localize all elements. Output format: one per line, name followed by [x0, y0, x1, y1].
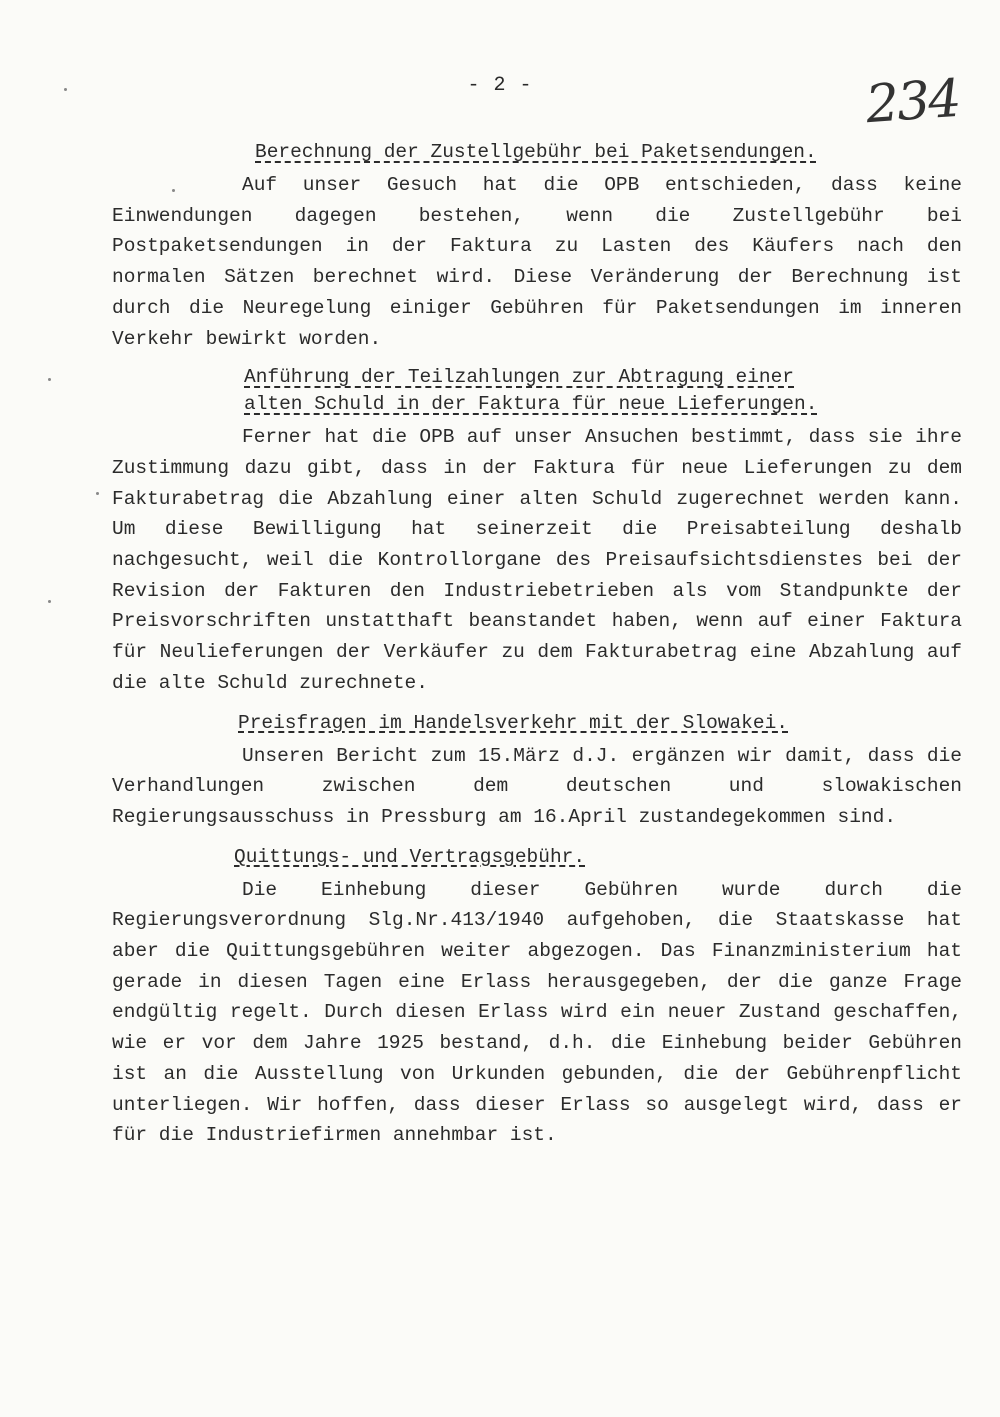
section-teilzahlungen — [112, 364, 962, 698]
section-quittungsgebuehr — [112, 843, 962, 1151]
section-heading — [112, 709, 962, 737]
section-heading — [112, 138, 962, 166]
section-heading — [112, 843, 962, 871]
handwritten-folio-number: 234 — [864, 68, 962, 136]
page-number: - 2 - — [467, 74, 533, 97]
section-paragraph: Unseren Bericht zum 15.März d.J. ergänzen wir damit, dass die Verhandlungen zwischen dem deutschen und slowakischen Regierungsausschuss in Pressburg am 16.April zustandegekommen sind. — [112, 744, 962, 828]
document-body — [112, 138, 962, 1161]
section-heading-text: Quittungs- und Vertragsgebühr. — [234, 845, 586, 868]
margin-speck — [96, 492, 99, 495]
section-paragraph: Ferner hat die OPB auf unser Ansuchen bestimmt, dass sie ihre Zustimmung dazu gibt, dass in der Faktura für neue Lieferungen zu dem Fakturabetrag die Abzahlung einer alten Schuld zugerechnet werden kann. Um diese Bewilligung hat seinerzeit die Preisabteilung deshalb nachgesucht, weil die Kontrollorgane des Preisaufsichtsdienstes bei der Revision der Fakturen den Industriebetrieben als vom Standpunkte der Preisvorschriften unstatthaft beanstandet haben, wenn auf einer Faktura für Neulieferungen der Verkäufer zu dem Fakturabetrag eine Abzahlung auf die alte Schuld zurechnete. — [112, 426, 962, 694]
section-zustellgebuehr — [112, 138, 962, 354]
section-heading — [112, 364, 962, 418]
section-slowakei — [112, 709, 962, 833]
section-heading-text: Berechnung der Zustellgebühr bei Paketsendungen. — [255, 141, 817, 163]
margin-speck — [48, 600, 51, 603]
section-heading-text: Anführung der Teilzahlungen zur Abtragung einer alten Schuld in der Faktura für neue Lieferungen. — [244, 366, 818, 416]
section-paragraph: Die Einhebung dieser Gebühren wurde durch die Regierungsverordnung Slg.Nr.413/1940 aufgehoben, die Staatskasse hat aber die Quittungsgebühren weiter abgezogen. Das Finanzministerium hat gerade in diesen Tagen eine Erlass herausgegeben, der die ganze Frage endgültig regelt. Durch diesen Erlass wird ein neuer Zustand geschaffen, wie er vor dem Jahre 1925 bestand, d.h. die Einhebung beider Gebühren ist an die Ausstellung von Urkunden gebunden, die der Gebührenpflicht unterliegen. Wir hoffen, dass dieser Erlass so ausgelegt wird, dass er für die Industriefirmen annehmbar ist. — [112, 878, 962, 1147]
margin-speck — [64, 88, 67, 91]
section-paragraph: Auf unser Gesuch hat die OPB entschieden, dass keine Einwendungen dagegen bestehen, wenn die Zustellgebühr bei Postpaketsendungen in der Faktura zu Lasten des Käufers nach den normalen Sätzen berechnet wird. Diese Veränderung der Berechnung ist durch die Neuregelung einiger Gebühren für Paketsendungen im inneren Verkehr bewirkt worden. — [112, 174, 962, 350]
margin-speck — [48, 378, 51, 381]
section-heading-text: Preisfragen im Handelsverkehr mit der Slowakei. — [238, 711, 788, 734]
